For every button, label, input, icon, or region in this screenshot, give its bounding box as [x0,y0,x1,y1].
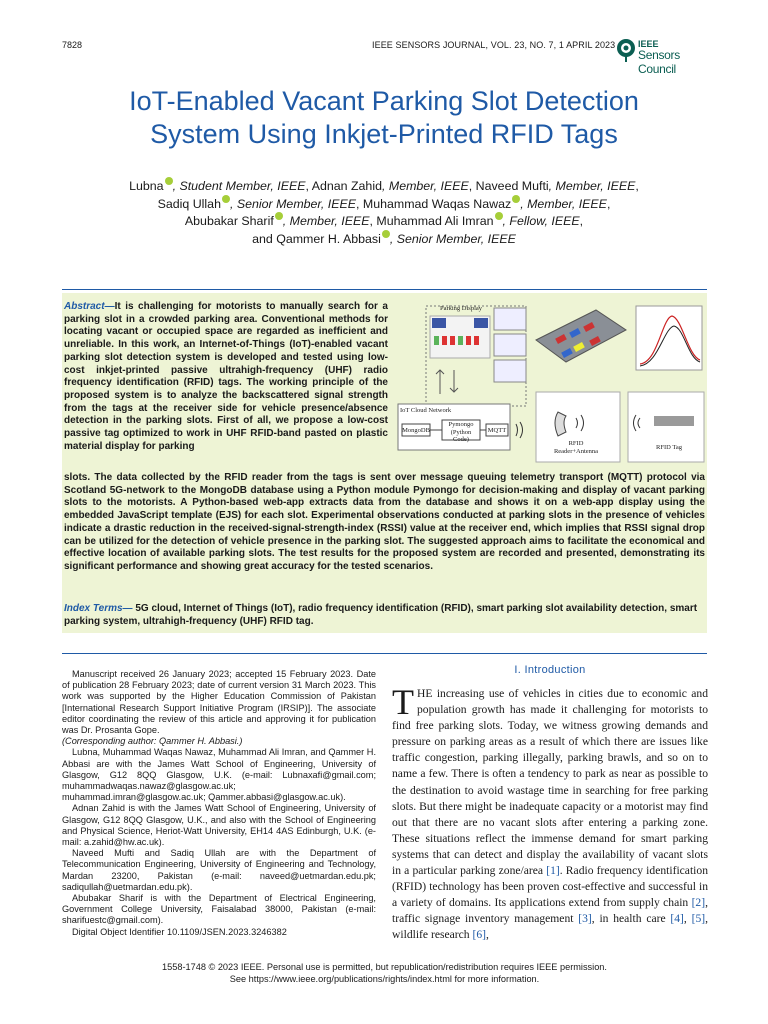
index-terms [64,603,705,628]
abstract-body-narrow: It is challenging for motorists to manually search for a parking slot in a crowded parking area. Conventional methods for locating vacant or occupied space are regarded as inefficient and unreliable. In this work, an Internet-of-Things (IoT)-enabled vacant parking slot detection system is developed and tested using low-cost inkjet-printed passive ultrahigh-frequency (UHF) radio frequency identification (RFID) tags. The working principle of the proposed system is to analyze the backscattered signal strength from the tags at the receiver side for vehicle presence/absence detection in the parking slots. First of all, we propose a low-cost passive tag optimized to work in UHF RFID-band pasted on plastic material display for parking [64,301,388,452]
fig-label-rfid-tag: RFID Tag [656,444,682,451]
abstract-label-text: Abstract [64,301,105,312]
orcid-icon[interactable] [495,212,503,220]
section-heading-introduction: I. Introduction [514,664,586,676]
author-role: , Member, IEEE [548,179,636,193]
fig-label-pymongo: Pymongo [448,421,474,428]
index-terms-label-text: Index Terms [64,603,123,614]
footnote-affiliation: Adnan Zahid is with the James Watt School of Engineering, University of Glasgow, G12 8QQ Glasgow, U.K., and also with the School of Engineering and Physical Science, Heriot-Watt University, EH14 4AS Edinburgh, U.K. (e-mail: a.zahid@hw.ac.uk). [62,803,376,848]
author-separator: , [579,214,584,229]
author-name: Muhammad Waqas Nawaz [362,196,512,211]
intro-text-segment: , wildlife research [392,912,709,942]
intro-text-segment: , [683,912,692,926]
logo-ieee-text: IEEE [638,39,659,49]
display-logo-right [474,318,488,328]
paper-title [40,85,728,151]
intro-text-segment: . Radio frequency identification (RFID) technology has been proven cost-effective and successful in a variety of domains. Its applications extend from supply chain [392,864,708,910]
footnote-doi: Digital Object Identifier 10.1109/JSEN.2023.3246382 [72,926,287,937]
footnote-affiliation: Lubna, Muhammad Waqas Nawaz, Muhammad Ali Imran, and Qammer H. Abbasi are with the James Watt School of Engineering, University of Glasgow, G12 8QQ Glasgow, U.K. (e-mail: Lubnaxafi@gmail.com; muhammadwaqas.nawaz@glasgow.ac.uk; muhammad.imran@glasgow.ac.uk; Qammer.abbasi@glasgow.ac.uk). [62,747,376,803]
fig-label-mqtt: MQTT [487,427,507,434]
author-name: Abubakar Sharif [184,214,274,229]
author-list [60,178,708,248]
orcid-icon[interactable] [222,195,230,203]
author-separator: , [369,214,377,229]
display-logo-left [432,318,446,328]
author-name: Muhammad Ali Imran [376,214,494,229]
fig-label-parking-display: Parking Display [439,305,483,312]
divider [62,289,707,290]
abstract-dash: — [104,301,115,312]
intro-text-segment: , traffic signage inventory management [392,896,708,926]
intro-text-segment: , in health care [591,912,671,926]
author-role: , Member, IEEE [381,179,469,193]
paper-title-line-1: IoT-Enabled Vacant Parking Slot Detection [129,86,639,116]
index-terms-text: 5G cloud, Internet of Things (IoT), radio frequency identification (RFID), smart parking slot availability detection, smart parking system, ultrahigh-frequency (UHF) RFID tag. [64,603,698,627]
abstract-label [64,301,115,312]
author-role: , Member, IEEE [520,196,607,211]
citation-link[interactable]: [6] [472,928,487,942]
author-separator: , [305,179,312,193]
author-separator: , [468,179,476,193]
footnote-affiliation: Abubakar Sharif is with the Department of Electrical Engineering, Government College University, Faisalabad 38000, Pakistan (e-mail: sharifuestc@gmail.com). [62,893,376,926]
copyright-footer [62,962,707,985]
logo-sensors-council-text: Sensors Council [638,48,680,76]
abstract-body-wide: slots. The data collected by the RFID reader from the tags is sent over message queuing telemetry transport (MQTT) protocol via Scotland 5G-network to the MongoDB database using a Python module Pymongo for decision-making and display of vacant parking slots to the motorists. A Python-based web-app extracts data from the database and shows it on a web-app display using the embedded JavaScript template (EJS) for each slot. Experimental observations conducted at parking slots in the presence of vehicles indicate a drastic reduction in the received-signal-strength-index (RSSI) value at the receiver end, which implies that RSSI signal drop can be utilized for the detection of vehicle presence in the parking slot. The suggested approach aims to facilitate the economical and effective location of available parking slots. The test results for the proposed system are recorded and presented, demonstrating its significant performance and showing great accuracy for the tested scenarios. [64,472,705,572]
author-name: Naveed Mufti [475,179,549,193]
paper-title-line-2: System Using Inkjet-Printed RFID Tags [150,119,618,149]
fig-label-rfid: RFID [568,440,584,447]
arrows-icon [436,370,458,394]
introduction-text [392,682,709,944]
rfid-tag-icon [654,416,694,426]
webapp-screen-icon [494,334,526,356]
copyright-line: 1558-1748 © 2023 IEEE. Personal use is permitted, but republication/redistribution requires IEEE permission. [162,962,607,972]
footnote-manuscript: Manuscript received 26 January 2023; accepted 15 February 2023. Date of publication 28 February 2023; date of current version 31 March 2023. This work was supported by the Higher Education Commission of Pakistan [International Research Support Initiative Program (IRSIP)]. The associate editor coordinating the review of this article and approving it for publication was Dr. Prosanta Gope. [62,669,376,736]
author-role: , Member, IEEE [282,214,370,229]
webapp-screen-icon [494,308,526,330]
sensors-council-emblem-icon [616,37,636,63]
journal-header: IEEE SENSORS JOURNAL, VOL. 23, NO. 7, 1 APRIL 2023 [372,40,616,50]
author-name: Lubna [129,179,164,193]
author-separator: , [606,196,611,211]
intro-text-segment: , [486,928,489,942]
fig-label-python-code: (Python Code) [450,429,472,443]
parking-lot-3d-icon [536,310,626,362]
citation-link[interactable]: [2] [691,896,706,910]
author-name: Adnan Zahid [311,179,382,193]
intro-text-segment: HE increasing use of vehicles in cities due to economic and population growth has made it challenging for motorists to find free parking slots. Today, we witness growing demands and pressure on parking areas as a result of which there are issues like traffic congestion, parking illegally, parking brawls, and so on to name a few. There is often a tendency to park as near as possible to the destination to avoid wastage time in searching for free parking slots. But there might be inadequate capacity or a motorist may find out that there are no vacant slots after entering a parking zone. These situations reflect the immense demand for smart parking systems that can detect and display the availability of vacant slots in a particular parking zone/area [392,687,708,878]
rights-link-line[interactable]: See https://www.ieee.org/publications/rights/index.html for more information. [229,973,540,984]
author-separator: , [635,179,639,193]
orcid-icon[interactable] [275,212,283,220]
page-number: 7828 [62,40,83,50]
orcid-icon[interactable] [382,230,390,238]
author-separator: , [356,196,363,211]
citation-link[interactable]: [1] [546,864,560,878]
footnote-affiliation: Naveed Mufti and Sadiq Ullah are with the Department of Telecommunication Engineering, University of Engineering and Technology, Mardan 23200, Pakistan (e-mail: naveed@uetmardan.edu.pk; sadiqullah@uetmardan.edu.pk). [62,848,376,892]
index-terms-dash: — [122,603,133,614]
abstract-text [64,301,388,453]
hand-reader-icon [555,412,566,436]
author-role: , Senior Member, IEEE [229,196,356,211]
author-name: and Qammer H. Abbasi [252,231,381,246]
orcid-icon[interactable] [165,177,173,185]
author-role: , Fellow, IEEE [502,214,580,229]
fig-label-mongodb: MongoDB [402,427,430,434]
footnote-corresponding: (Corresponding author: Qammer H. Abbasi.) [62,736,243,747]
citation-link[interactable]: [5] [691,912,706,926]
graphical-abstract-figure [396,300,706,470]
index-terms-label [64,603,133,614]
fig-label-reader-antenna: Reader+Antenna [553,448,599,455]
fig-label-iot-cloud: IoT Cloud Network [400,407,452,414]
author-name: Sadiq Ullah [157,196,221,211]
author-role: , Senior Member, IEEE [389,231,516,246]
webapp-screen-icon [494,360,526,382]
author-role: , Student Member, IEEE [172,179,306,193]
rssi-plot-frame [636,306,702,370]
citation-link[interactable]: [4] [670,912,684,926]
orcid-icon[interactable] [512,195,520,203]
drop-cap: T [392,682,414,722]
citation-link[interactable]: [3] [578,912,592,926]
wireless-signal-icon [516,422,523,438]
ieee-sensors-council-logo [616,35,712,76]
footnotes-column [62,669,376,938]
divider [62,653,707,654]
